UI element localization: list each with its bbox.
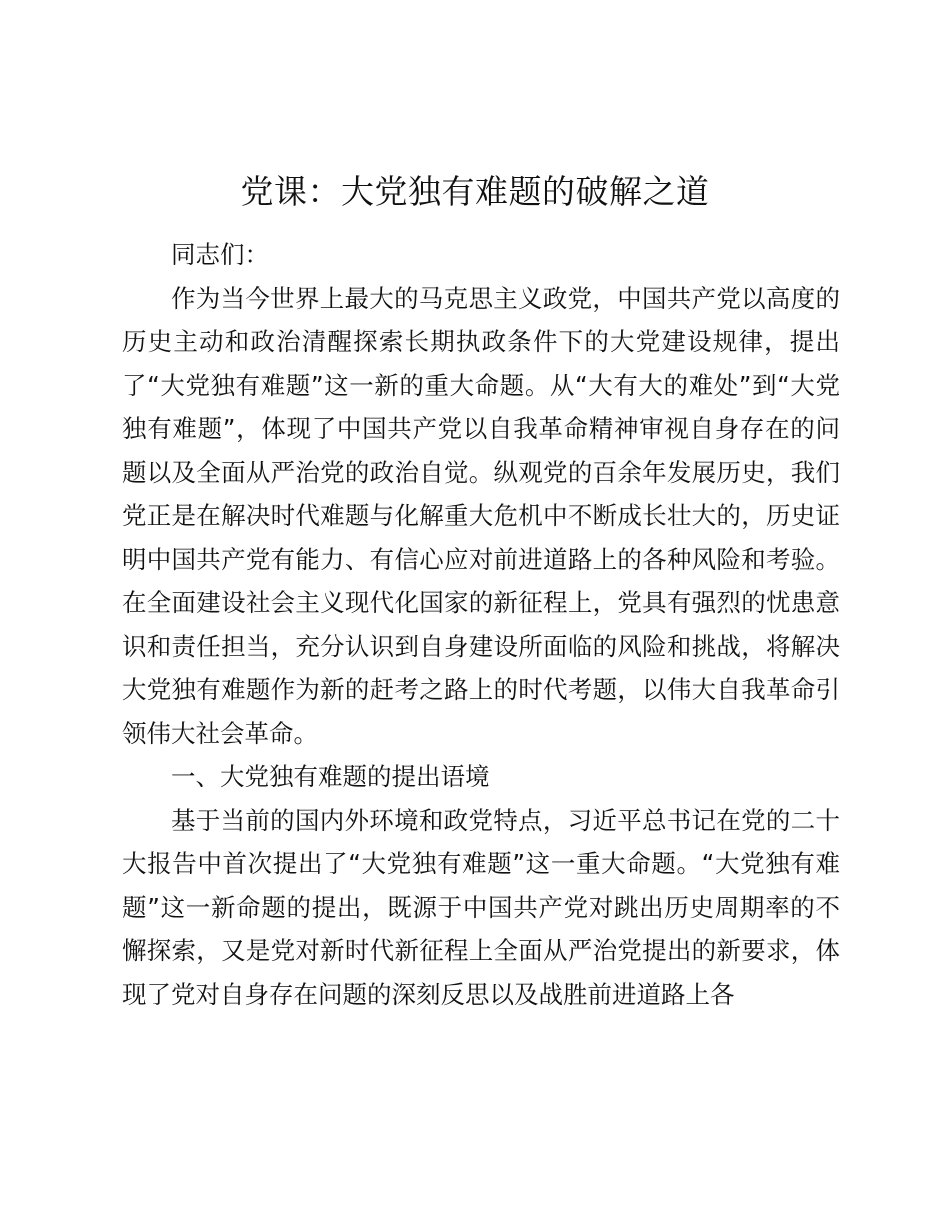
document-title: 党课：大党独有难题的破解之道 [240,172,710,211]
salutation: 同志们： [171,240,269,269]
section-heading: 一、大党独有难题的提出语境 [171,762,490,791]
document-body [122,233,840,1016]
paragraph-context: 基于当前的国内外环境和政党特点，习近平总书记在党的二十大报告中首次提出了“大党独有难题”这一重大命题。“大党独有难题”这一新命题的提出，既源于中国共产党对跳出历史周期率的不懈探索，又是党对新时代新征程上全面从严治党提出的新要求，体现了党对自身存在问题的深刻反思以及战胜前进道路上各 [122,805,840,1009]
paragraph-intro: 作为当今世界上最大的马克思主义政党，中国共产党以高度的历史主动和政治清醒探索长期执政条件下的大党建设规律，提出了“大党独有难题”这一新的重大命题。从“大有大的难处”到“大党独有难题”，体现了中国共产党以自我革命精神审视自身存在的问题以及全面从严治党的政治自觉。纵观党的百余年发展历史，我们党正是在解决时代难题与化解重大危机中不断成长壮大的，历史证明中国共产党有能力、有信心应对前进道路上的各种风险和考验。在全面建设社会主义现代化国家的新征程上，党具有强烈的忧患意识和责任担当，充分认识到自身建设所面临的风险和挑战，将解决大党独有难题作为新的赶考之路上的时代考题，以伟大自我革命引领伟大社会革命。 [122,283,840,748]
